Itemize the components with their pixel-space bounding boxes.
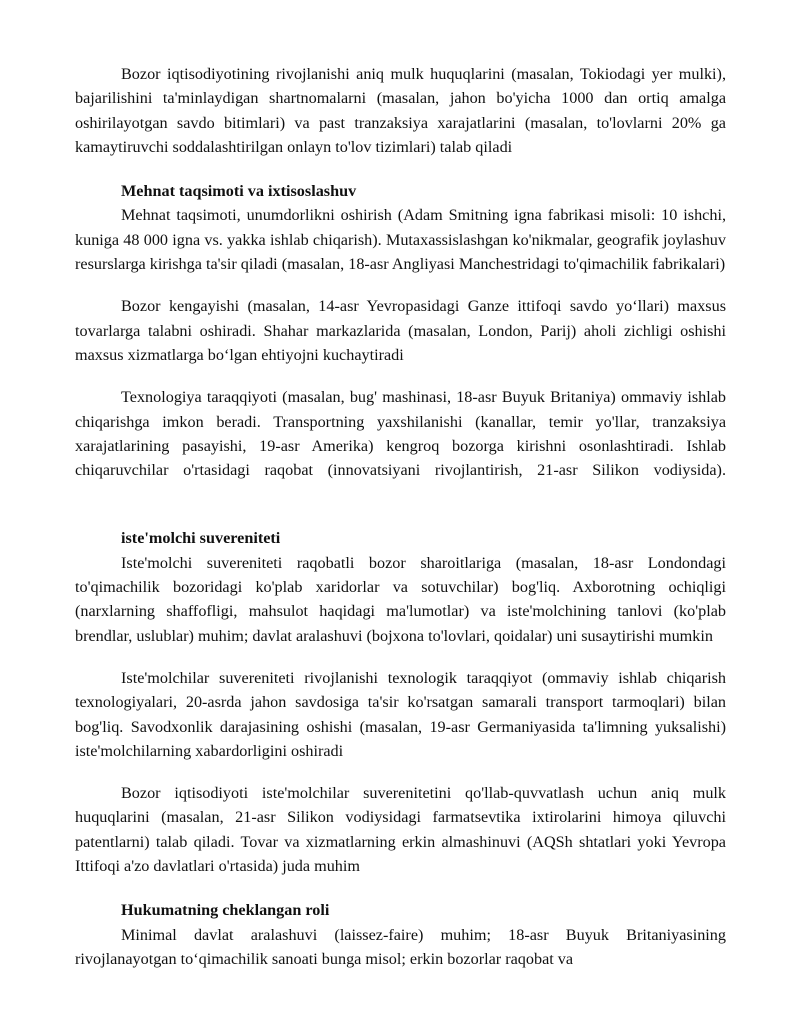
paragraph-laissez-faire: Minimal davlat aralashuvi (laissez-faire) muhim; 18-asr Buyuk Britaniyasining rivojlanayotgan to‘qimachilik sanoati bunga misol; erkin bozorlar raqobat va: [75, 925, 726, 968]
paragraph-division-of-labor: Mehnat taqsimoti, unumdorlikni oshirish (Adam Smitning igna fabrikasi misoli: 10 ishchi, kuniga 48 000 igna vs. yakka ishlab chiqarish). Mutaxassislashgan ko'nikmalar, geografik joylashuv resurslarga kirishga ta'sir qiladi (masalan, 18-asr Angliyasi Manchestridagi to'qimachilik fabrikalari): [75, 206, 726, 274]
paragraph-market-expansion: Bozor kengayishi (masalan, 14-asr Yevropasidagi Ganze ittifoqi savdo yo‘llari) maxsus tovarlarga talabni oshiradi. Shahar markazlarida (masalan, London, Parij) aholi zichligi oshishi maxsus xizmatlarga bo‘lgan ehtiyojni kuchaytiradi: [75, 297, 726, 364]
paragraph-consumer-development: Iste'molchilar suvereniteti rivojlanishi texnologik taraqqiyot (ommaviy ishlab chiqarish texnologiyalari, 20-asrda jahon savdosiga ta'sir ko'rsatgan samarali transport tarmoqlari) bilan bog'liq. Savodxonlik darajasining oshishi (masalan, 19-asr Germaniyasida ta'limning yuksalishi) iste'molchilarning xabardorligini oshiradi: [75, 668, 726, 760]
paragraph-consumer-sovereignty: Iste'molchi suvereniteti raqobatli bozor sharoitlariga (masalan, 18-asr Londondagi to'qimachilik bozoridagi ko'plab xaridorlar va sotuvchilar) bog'liq. Axborotning ochiqligi (narxlarning shaffofligi, mahsulot haqidagi ma'lumotlar) va iste'molchining tanlovi (ko'plab brendlar, uslublar) muhim; davlat aralashuvi (bojxona to'lovlari, qoidalar) uni susaytirishi mumkin: [75, 553, 726, 645]
heading-consumer-sovereignty: iste'molchi suvereniteti: [121, 529, 281, 548]
paragraph-market-economy: Bozor iqtisodiyotining rivojlanishi aniq mulk huquqlarini (masalan, Tokiodagi yer mulki), bajarilishini ta'minlaydigan shartnomalarni (masalan, jahon bo'yicha 1000 dan ortiq amalga oshirilayotgan savdo bitimlari) va past tranzaksiya xarajatlarini (masalan, to'lovlarni 20% ga kamaytiruvchi soddalashtirilgan onlayn to'lov tizimlari) talab qiladi: [75, 65, 726, 156]
heading-limited-government: Hukumatning cheklangan roli: [121, 901, 330, 920]
heading-division-of-labor: Mehnat taqsimoti va ixtisoslashuv: [121, 182, 357, 201]
document-page: [75, 62, 726, 971]
paragraph-technology-progress: Texnologiya taraqqiyoti (masalan, bug' mashinasi, 18-asr Buyuk Britaniya) ommaviy ishlab chiqarishga imkon beradi. Transportning yaxshilanishi (kanallar, temir yo'llar, tranzaksiya xarajatlarining pasayishi, 19-asr Amerika) kengroq bozorga kirishni osonlashtiradi. Ishlab chiqaruvchilar o'rtasidagi raqobat (innovatsiyani rivojlantirish, 21-asr Silikon vodiysida).: [75, 388, 726, 480]
paragraph-property-rights: Bozor iqtisodiyoti iste'molchilar suverenitetini qo'llab-quvvatlash uchun aniq mulk huquqlarini (masalan, 21-asr Silikon vodiysidagi farmatsevtika ixtirolarini himoya qiluvchi patentlarni) talab qiladi. Tovar va xizmatlarning erkin almashinuvi (AQSh shtatlari yoki Yevropa Ittifoqi a'zo davlatlari o'rtasida) juda muhim: [75, 784, 726, 876]
